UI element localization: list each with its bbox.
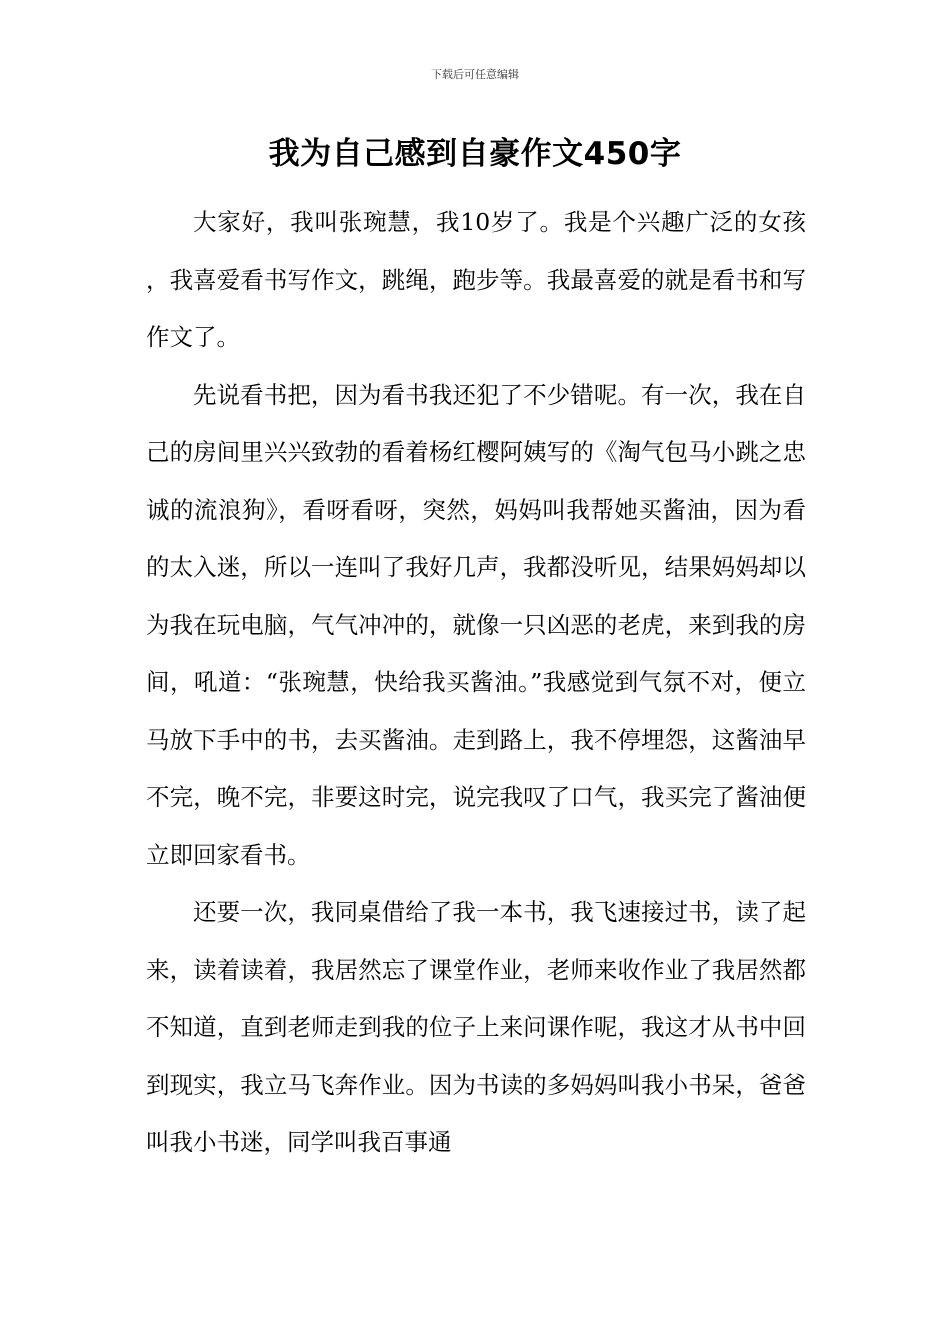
paragraph-2: 先说看书把，因为看书我还犯了不少错呢。有一次，我在自己的房间里兴兴致勃的看着杨红樱阿姨写的《淘气包马小跳之忠诚的流浪狗》，看呀看呀，突然，妈妈叫我帮她买酱油，因为看的太入迷，所以一连叫了我好几声，我都没听见，结果妈妈却以为我在玩电脑，气气冲冲的，就像一只凶恶的老虎，来到我的房间，吼道：“张琬慧，快给我买酱油。”我感觉到气氛不对，便立马放下手中的书，去买酱油。走到路上，我不停埋怨，这酱油早不完，晚不完，非要这时完，说完我叹了口气，我买完了酱油便立即回家看书。 xyxy=(146,380,806,869)
document-title: 我为自己感到自豪作文450字 xyxy=(268,136,682,172)
document-body xyxy=(146,194,806,1172)
paragraph-1: 大家好，我叫张琬慧，我10岁了。我是个兴趣广泛的女孩，我喜爱看书写作文，跳绳，跑步等。我最喜爱的就是看书和写作文了。 xyxy=(146,208,806,351)
header-note: 下载后可任意编辑 xyxy=(431,68,519,81)
paragraph-3: 还要一次，我同桌借给了我一本书，我飞速接过书，读了起来，读着读着，我居然忘了课堂作业，老师来收作业了我居然都不知道，直到老师走到我的位子上来问课作呢，我这才从书中回到现实，我立马飞奔作业。因为书读的多妈妈叫我小书呆，爸爸叫我小书迷，同学叫我百事通 xyxy=(146,898,806,1156)
